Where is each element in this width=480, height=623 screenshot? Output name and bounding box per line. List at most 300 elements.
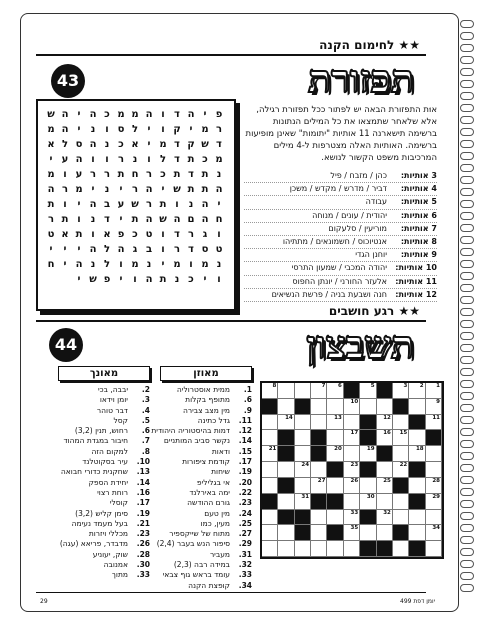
clue-item: [58, 447, 150, 457]
crossword-cell[interactable]: [426, 541, 442, 557]
clue-number: 32.: [238, 560, 252, 570]
clue-text: רוחת רצוי: [97, 487, 128, 497]
spiral-ring: [460, 44, 474, 52]
clue-text: סימן קליש (3,2): [75, 508, 128, 518]
clue-number: 3.: [141, 395, 150, 405]
spiral-ring: [460, 272, 474, 280]
crossword-cell[interactable]: [262, 383, 278, 399]
crossword-cell[interactable]: [344, 510, 360, 526]
wordsearch-letter: ת: [47, 199, 55, 210]
crossword-black-cell: [262, 494, 278, 510]
crossword-cell[interactable]: [377, 525, 393, 541]
clue-text: קודמת ציפורות: [182, 457, 230, 467]
spiral-ring: [460, 200, 474, 208]
crossword-cell[interactable]: [295, 430, 311, 446]
clue-item: [58, 570, 150, 580]
crossword-black-cell: [278, 446, 294, 462]
wordsearch-letter: ה: [201, 199, 209, 210]
crossword-cell[interactable]: [426, 399, 442, 415]
clue-number: 19.: [136, 508, 150, 518]
word-list-row: [244, 236, 437, 249]
wordsearch-letter: ו: [105, 154, 109, 165]
clue-text: בעל מעמד נעימה: [71, 518, 128, 528]
crossword-cell[interactable]: [295, 462, 311, 478]
crossword-cell[interactable]: [327, 510, 343, 526]
wordsearch-letter: ד: [104, 214, 110, 225]
wordsearch-letter: ו: [91, 229, 95, 240]
puzzle-number-badge: 43: [51, 64, 85, 98]
spiral-ring: [460, 296, 474, 304]
word-length-label: 12 אותיות:: [395, 289, 437, 299]
wordsearch-letter: ד: [174, 139, 180, 150]
crossword-clue-number: 26: [350, 477, 359, 484]
wordsearch-letter: ר: [215, 124, 223, 135]
crossword-clue-number: 14: [285, 414, 293, 421]
crossword-cell[interactable]: [393, 541, 409, 557]
crossword-cell[interactable]: [393, 446, 409, 462]
wordsearch-letter: ר: [89, 169, 97, 180]
wordsearch-letter: ר: [187, 229, 195, 240]
wordsearch-letter: י: [189, 124, 193, 135]
clue-text: מעין, כמו: [200, 518, 230, 528]
spiral-ring: [460, 524, 474, 532]
clue-item: [58, 478, 150, 488]
crossword-cell[interactable]: [311, 383, 327, 399]
puzzle-number-badge: 44: [49, 328, 83, 362]
wordsearch-letter: ב: [103, 199, 111, 210]
wordsearch-letter: ח: [215, 214, 223, 225]
wordsearch-letter: ח: [131, 169, 139, 180]
wordsearch-letter: י: [49, 244, 53, 255]
wordsearch-letter: ת: [187, 154, 195, 165]
wordsearch-letter: ת: [201, 184, 209, 195]
crossword-cell[interactable]: [377, 462, 393, 478]
wordsearch-letter: ו: [77, 214, 81, 225]
clue-item: [160, 447, 252, 457]
crossword-cell[interactable]: [278, 541, 294, 557]
word-list-words: אלעזר החורני / יונתן החפוס: [292, 276, 387, 286]
clue-text: מתופף בקלות: [185, 395, 230, 405]
crossword-cell[interactable]: [377, 415, 393, 431]
clue-text: מדבדר, פריאא (עגה): [59, 539, 128, 549]
crossword-cell[interactable]: [377, 430, 393, 446]
crossword-cell[interactable]: [377, 478, 393, 494]
wordsearch-letter: ו: [119, 259, 123, 270]
crossword-clue-number: 15: [399, 430, 408, 437]
clue-item: [58, 406, 150, 416]
wordsearch-letter: ד: [174, 109, 180, 120]
wordsearch-letter: ו: [91, 154, 95, 165]
wordsearch-letter: מ: [117, 109, 125, 120]
crossword-cell[interactable]: [360, 383, 376, 399]
clue-item: [58, 426, 150, 436]
wordsearch-letter: ל: [131, 124, 139, 135]
crossword-cell[interactable]: [278, 494, 294, 510]
wordsearch-letter: ה: [61, 124, 69, 135]
clue-number: 1.: [243, 385, 252, 394]
crossword-cell[interactable]: [344, 399, 360, 415]
crossword-black-cell: [409, 462, 425, 478]
crossword-black-cell: [327, 462, 343, 478]
wordsearch-letter: ה: [75, 154, 83, 165]
wordsearch-letter: ח: [47, 259, 55, 270]
crossword-cell[interactable]: [327, 541, 343, 557]
word-list: [244, 170, 437, 302]
wordsearch-letter: ע: [75, 169, 83, 180]
crossword-cell[interactable]: [262, 478, 278, 494]
wordsearch-letter: כ: [202, 154, 208, 165]
clue-text: קסל: [113, 415, 128, 425]
crossword-cell[interactable]: [377, 494, 393, 510]
word-list-row: [244, 249, 437, 262]
wordsearch-letter: מ: [75, 184, 83, 195]
clue-item: [160, 560, 252, 570]
wordsearch-letter: כ: [188, 274, 194, 285]
crossword-black-cell: [360, 462, 376, 478]
word-list-words: כהן / מזבח / פיל: [330, 171, 387, 180]
footer-publication: יומן דפת 499: [400, 598, 435, 605]
clue-number: 21.: [136, 518, 150, 528]
crossword-cell[interactable]: [262, 525, 278, 541]
crossword-cell[interactable]: [360, 494, 376, 510]
section2-title: [329, 304, 420, 318]
crossword-clue-number: 35: [350, 525, 359, 532]
clue-item: [160, 385, 252, 395]
crossword-clue-number: 18: [415, 446, 424, 453]
crossword-cell[interactable]: [426, 510, 442, 526]
crossword-cell[interactable]: [278, 462, 294, 478]
clue-number: 30.: [136, 560, 150, 570]
clue-text: ממית אוסטרוליה: [176, 385, 230, 394]
wordsearch-letter: נ: [90, 259, 96, 270]
word-length-label: 10 אותיות:: [395, 263, 437, 273]
wordsearch-letter: ע: [117, 199, 125, 210]
clue-item: [160, 488, 252, 498]
spiral-ring: [460, 344, 474, 352]
clue-text: קוסלי: [109, 498, 128, 508]
clue-number: 29.: [238, 539, 252, 549]
crossword-black-cell: [360, 541, 376, 557]
spiral-ring: [460, 356, 474, 364]
clue-item: [58, 550, 150, 560]
spiral-ring: [460, 416, 474, 424]
word-list-words: חנה ושבעת בניה / פרשת הנשיאים: [271, 289, 387, 299]
crossword-cell[interactable]: [278, 399, 294, 415]
clue-item: [58, 385, 150, 395]
crossword-cell[interactable]: [295, 415, 311, 431]
clue-text: שחקנית כדורי חבואה: [60, 467, 128, 477]
crossword-cell[interactable]: [426, 462, 442, 478]
wordsearch-letter: ש: [47, 109, 55, 120]
spiral-ring: [460, 164, 474, 172]
crossword-clue-number: 25: [383, 477, 391, 484]
wordsearch-letter: י: [77, 109, 81, 120]
wordsearch-letter: א: [47, 139, 55, 150]
spiral-ring: [460, 404, 474, 412]
wordsearch-letter: ל: [61, 139, 69, 150]
wordsearch-letter: ה: [173, 214, 181, 225]
crossword-cell[interactable]: [409, 446, 425, 462]
clue-item: [160, 457, 252, 467]
crossword-clue-number: 8: [272, 383, 277, 389]
crossword-cell[interactable]: [327, 383, 343, 399]
crossword-cell[interactable]: [311, 462, 327, 478]
wordsearch-letter: נ: [216, 169, 222, 180]
clue-number: 23.: [238, 498, 252, 508]
wordsearch-letter: נ: [188, 199, 194, 210]
word-list-words: דביר / מדרש / מקדש / משכן: [289, 184, 387, 194]
wordsearch-letter: י: [217, 199, 221, 210]
crossword-cell[interactable]: [426, 525, 442, 541]
crossword-cell[interactable]: [295, 478, 311, 494]
crossword-cell[interactable]: [344, 478, 360, 494]
spiral-ring: [460, 224, 474, 232]
wordsearch-letter: ת: [117, 169, 125, 180]
wordsearch-letter: נ: [146, 259, 152, 270]
wordsearch-letter: ה: [201, 214, 209, 225]
spiral-ring: [460, 116, 474, 124]
crossword-cell[interactable]: [262, 510, 278, 526]
crossword-cell[interactable]: [295, 383, 311, 399]
spiral-ring: [460, 56, 474, 64]
wordsearch-letter: ת: [173, 169, 181, 180]
clue-item: [58, 488, 150, 498]
crossword-clue-number: 9: [436, 398, 440, 405]
wordsearch-letter: מ: [159, 139, 167, 150]
crossword-cell[interactable]: [262, 541, 278, 557]
clue-text: גורם ההודשה: [187, 498, 230, 508]
crossword-clue-number: 10: [350, 398, 359, 405]
crossword-cell[interactable]: [393, 383, 409, 399]
wordsearch-letter: ה: [117, 244, 125, 255]
spiral-ring: [460, 92, 474, 100]
crossword-cell[interactable]: [360, 525, 376, 541]
wordsearch-letter: ס: [117, 124, 125, 135]
crossword-cell[interactable]: [327, 478, 343, 494]
clue-item: [58, 498, 150, 508]
crossword-cell[interactable]: [311, 478, 327, 494]
wordsearch-letter: ה: [89, 109, 97, 120]
wordsearch-letter: מ: [47, 124, 55, 135]
crossword-cell[interactable]: [393, 510, 409, 526]
across-clues: [151, 366, 252, 591]
clue-item: [156, 539, 252, 549]
wordsearch-letter: ר: [117, 154, 125, 165]
wordsearch-letter: ה: [215, 184, 223, 195]
clue-number: 7.: [141, 436, 150, 446]
wordsearch-letter: י: [77, 274, 81, 285]
clue-text: ימה באירלנד: [189, 487, 230, 497]
clue-number: 14.: [136, 477, 150, 487]
word-length-label: 5 אותיות:: [400, 197, 437, 207]
clue-number: 4.: [141, 405, 150, 415]
wordsearch-letter: ג: [202, 229, 208, 240]
spiral-ring: [460, 464, 474, 472]
clue-text: למקום הזה: [91, 446, 128, 456]
spiral-ring: [460, 260, 474, 268]
crossword-cell[interactable]: [377, 399, 393, 415]
word-length-label: 11 אותיות:: [395, 276, 437, 286]
spiral-ring: [460, 560, 474, 568]
wordsearch-letter: ש: [173, 184, 181, 195]
clue-number: 5.: [141, 415, 150, 425]
crossword-cell[interactable]: [278, 525, 294, 541]
wordsearch-letter: נ: [104, 139, 110, 150]
wordsearch-letter: י: [91, 184, 95, 195]
crossword-clue-number: 20: [334, 446, 342, 453]
spiral-ring: [460, 104, 474, 112]
wordsearch-grid: [36, 99, 236, 311]
crossword-clue-number: 33: [350, 509, 359, 516]
crossword-cell[interactable]: [360, 399, 376, 415]
crossword-cell[interactable]: [409, 430, 425, 446]
crossword-cell[interactable]: [409, 510, 425, 526]
crossword-cell[interactable]: [311, 399, 327, 415]
crossword-cell[interactable]: [344, 541, 360, 557]
crossword-cell[interactable]: [295, 446, 311, 462]
wordsearch-letter: ה: [89, 139, 97, 150]
wordsearch-letter: ש: [201, 139, 209, 150]
word-list-words: יהודה המכבי / שמעון התרסי: [291, 263, 387, 273]
crossword-cell[interactable]: [409, 399, 425, 415]
crossword-cell[interactable]: [327, 415, 343, 431]
crossword-cell[interactable]: [409, 478, 425, 494]
crossword-cell[interactable]: [344, 446, 360, 462]
wordsearch-letter: א: [61, 229, 69, 240]
clue-number: 6.: [141, 426, 150, 436]
clue-item: [58, 457, 150, 467]
spiral-ring: [460, 212, 474, 220]
crossword-cell[interactable]: [426, 446, 442, 462]
footer-divider: [36, 592, 426, 593]
clue-item: [160, 529, 252, 539]
crossword-cell[interactable]: [311, 541, 327, 557]
clue-text: אמנובה: [103, 560, 128, 570]
crossword-black-cell: [409, 541, 425, 557]
spiral-ring: [460, 476, 474, 484]
crossword-black-cell: [295, 399, 311, 415]
crossword-clue-number: 31: [301, 493, 310, 500]
crossword-black-cell: [327, 525, 343, 541]
crossword-cell[interactable]: [360, 478, 376, 494]
wordsearch-letter: ה: [145, 274, 153, 285]
word-list-words: אנטיוכוס / חשמונאים / מתתיהו: [282, 236, 387, 246]
crossword-black-cell: [360, 510, 376, 526]
crossword-cell[interactable]: [409, 383, 425, 399]
crossword-cell[interactable]: [360, 446, 376, 462]
wordsearch-letter: מ: [173, 259, 181, 270]
word-list-row: [244, 289, 437, 302]
spiral-ring: [460, 80, 474, 88]
clue-number: 26.: [136, 539, 150, 549]
crossword-cell[interactable]: [393, 415, 409, 431]
crossword-cell[interactable]: [426, 478, 442, 494]
crossword-cell[interactable]: [426, 383, 442, 399]
clue-text: עומד בראש גוף צבאי: [162, 570, 230, 580]
wordsearch-letter: ס: [75, 139, 83, 150]
clue-item: [160, 498, 252, 508]
word-list-row: [244, 276, 437, 289]
crossword-cell[interactable]: [311, 415, 327, 431]
wordsearch-letter: ת: [159, 274, 167, 285]
crossword-cell[interactable]: [426, 415, 442, 431]
crossword-cell[interactable]: [295, 494, 311, 510]
crossword-cell[interactable]: [409, 525, 425, 541]
crossword-cell[interactable]: [393, 430, 409, 446]
wordsearch-letter: ת: [201, 169, 209, 180]
crossword-cell[interactable]: [278, 415, 294, 431]
crossword-clue-number: 19: [366, 446, 375, 453]
crossword-cell[interactable]: [262, 446, 278, 462]
crossword-cell[interactable]: [262, 415, 278, 431]
wordsearch-letter: נ: [104, 184, 110, 195]
crossword-cell[interactable]: [327, 399, 343, 415]
crossword-cell[interactable]: [426, 494, 442, 510]
crossword-cell[interactable]: [262, 430, 278, 446]
wordsearch-letter: נ: [90, 214, 96, 225]
crossword-cell[interactable]: [344, 494, 360, 510]
crossword-cell[interactable]: [344, 462, 360, 478]
crossword-clue-number: 6: [337, 383, 342, 389]
wordsearch-letter: כ: [118, 139, 124, 150]
crossword-cell[interactable]: [393, 494, 409, 510]
wordsearch-letter: ב: [145, 244, 153, 255]
crossword-cell[interactable]: [327, 430, 343, 446]
clue-item: [58, 436, 150, 446]
spiral-ring: [460, 584, 474, 592]
clue-item: [58, 395, 150, 405]
clue-item: [58, 560, 150, 570]
clue-text: קופצת הקנה: [188, 580, 230, 590]
crossword-cell[interactable]: [327, 446, 343, 462]
wordsearch-letter: ו: [161, 244, 165, 255]
star-icon: ★★: [398, 38, 420, 52]
crossword-cell[interactable]: [311, 510, 327, 526]
wordsearch-letter: י: [119, 214, 123, 225]
crossword-cell[interactable]: [377, 510, 393, 526]
wordsearch-letter: ו: [189, 259, 193, 270]
crossword-black-cell: [311, 430, 327, 446]
wordsearch-letter: ס: [201, 244, 209, 255]
crossword-cell[interactable]: [344, 415, 360, 431]
wordsearch-letter: י: [63, 244, 67, 255]
wordsearch-letter: ט: [145, 229, 153, 240]
word-length-label: 3 אותיות:: [400, 171, 437, 180]
crossword-black-cell: [393, 478, 409, 494]
crossword-cell[interactable]: [311, 525, 327, 541]
crossword-black-cell: [295, 510, 311, 526]
crossword-cell[interactable]: [344, 430, 360, 446]
clue-number: 2.: [141, 385, 150, 394]
wordsearch-letter: י: [161, 184, 165, 195]
spiral-ring: [460, 368, 474, 376]
wordsearch-letters: [44, 107, 226, 302]
clue-text: נקשר סביב המותניים: [163, 436, 230, 446]
crossword-cell[interactable]: [344, 525, 360, 541]
crossword-black-cell: [262, 399, 278, 415]
wordsearch-letter: מ: [47, 169, 55, 180]
crossword-cell[interactable]: [278, 383, 294, 399]
word-list-words: עבודה: [365, 197, 387, 207]
wordsearch-letter: נ: [132, 154, 138, 165]
crossword-cell[interactable]: [393, 462, 409, 478]
crossword-cell[interactable]: [262, 462, 278, 478]
clue-number: 8.: [141, 446, 150, 456]
crossword-cell[interactable]: [295, 541, 311, 557]
clue-text: יומן וידאו: [99, 395, 128, 405]
wordsearch-letter: ל: [103, 259, 111, 270]
clue-item: [160, 395, 252, 405]
